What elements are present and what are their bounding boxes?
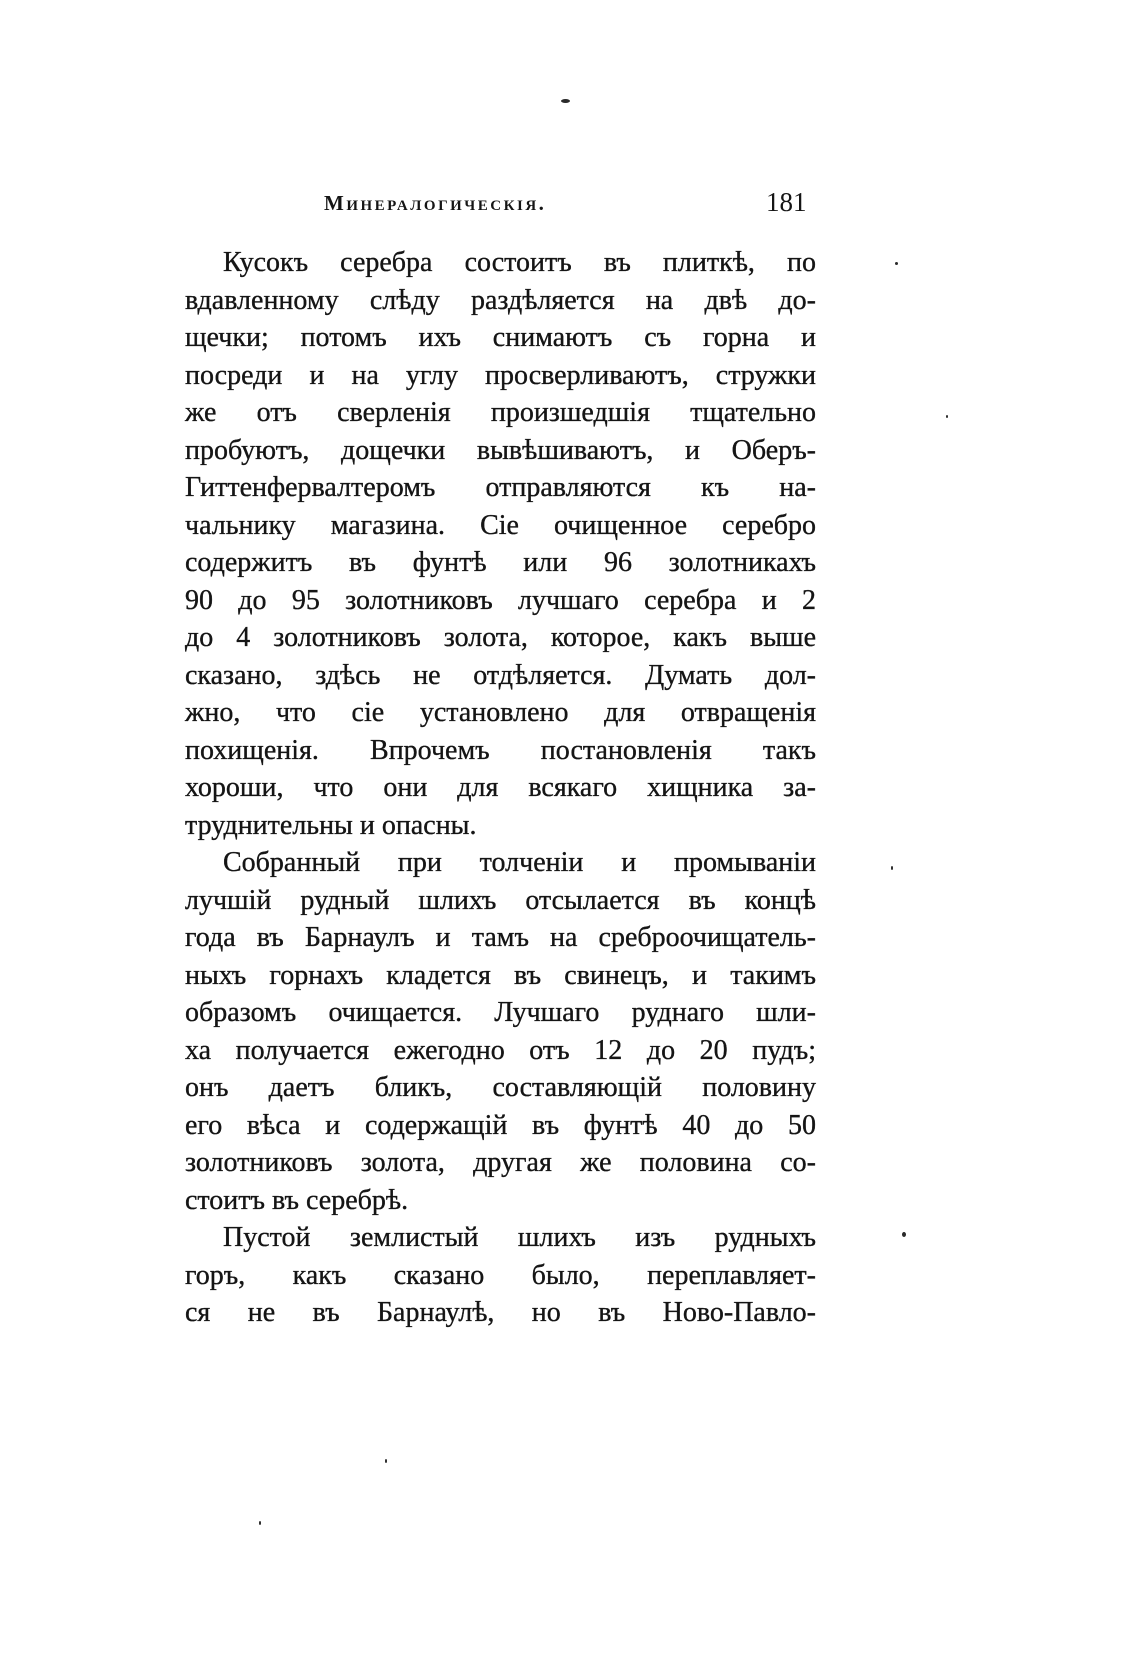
text-line: стоитъ въ серебрѣ. — [185, 1184, 409, 1216]
scan-speck — [259, 1521, 261, 1525]
text-line: щечки; потомъ ихъ снимаютъ съ горна и — [185, 322, 816, 353]
scan-speck — [946, 415, 948, 418]
text-line: его вѣса и содержащій въ фунтѣ 40 до 50 — [185, 1109, 816, 1141]
page-number: 181 — [766, 187, 807, 217]
text-line: образомъ очищается. Лучшаго руднаго шли- — [185, 997, 816, 1028]
text-line: жно, что сіе установлено для отвращенія — [185, 697, 816, 728]
body-text — [185, 244, 816, 1332]
text-line: посреди и на углу просверливаютъ, стружки — [185, 359, 816, 391]
text-line: онъ даетъ бликъ, составляющій половину — [185, 1072, 816, 1103]
text-line: Кусокъ серебра состоитъ въ плиткѣ, по — [223, 247, 816, 278]
text-line: лучшій рудный шлихъ отсылается въ концѣ — [185, 884, 816, 916]
scan-speck — [385, 1459, 387, 1463]
running-head-title: Минералогическія. — [324, 191, 547, 215]
text-line: золотниковъ золота, другая же половина со- — [185, 1147, 816, 1178]
text-line: до 4 золотниковъ золота, которое, какъ выше — [185, 622, 816, 653]
text-line: горъ, какъ сказано было, переплавляет- — [185, 1259, 816, 1291]
scan-speck — [895, 262, 898, 265]
text-line: сказано, здѣсь не отдѣляется. Думать дол- — [185, 659, 816, 691]
text-line: хороши, что они для всякаго хищника за- — [185, 772, 816, 803]
text-line: вдавленному слѣду раздѣляется на двѣ до- — [185, 284, 816, 316]
paragraph — [185, 844, 816, 1219]
running-head — [0, 0, 1140, 240]
scan-speck — [902, 1232, 906, 1237]
text-line: чальнику магазина. Сіе очищенное серебро — [185, 509, 816, 541]
scan-speck — [561, 99, 570, 103]
scan-speck — [891, 866, 893, 870]
paragraph — [185, 1219, 816, 1332]
text-line: Гиттенфервалтеромъ отправляются къ на- — [185, 472, 816, 503]
text-line: труднительны и опасны. — [185, 809, 477, 841]
paragraph — [185, 244, 816, 844]
text-line: ныхъ горнахъ кладется въ свинецъ, и такимъ — [185, 959, 816, 991]
text-line: похищенія. Впрочемъ постановленія такъ — [185, 734, 816, 766]
text-line: года въ Барнаулъ и тамъ на среброочищатель- — [185, 922, 816, 953]
text-line: 90 до 95 золотниковъ лучшаго серебра и 2 — [185, 584, 816, 616]
text-line: ха получается ежегодно отъ 12 до 20 пудъ; — [185, 1034, 816, 1066]
text-line: пробуютъ, дощечки вывѣшиваютъ, и Оберъ- — [185, 434, 816, 466]
text-line: содержитъ въ фунтѣ или 96 золотникахъ — [185, 547, 816, 578]
text-line: ся не въ Барнаулѣ, но въ Ново-Павло- — [185, 1297, 816, 1328]
text-line: же отъ сверленія произшедшія тщательно — [185, 397, 816, 428]
text-line: Собранный при толченіи и промываніи — [223, 847, 816, 878]
text-line: Пустой землистый шлихъ изъ рудныхъ — [223, 1222, 816, 1253]
